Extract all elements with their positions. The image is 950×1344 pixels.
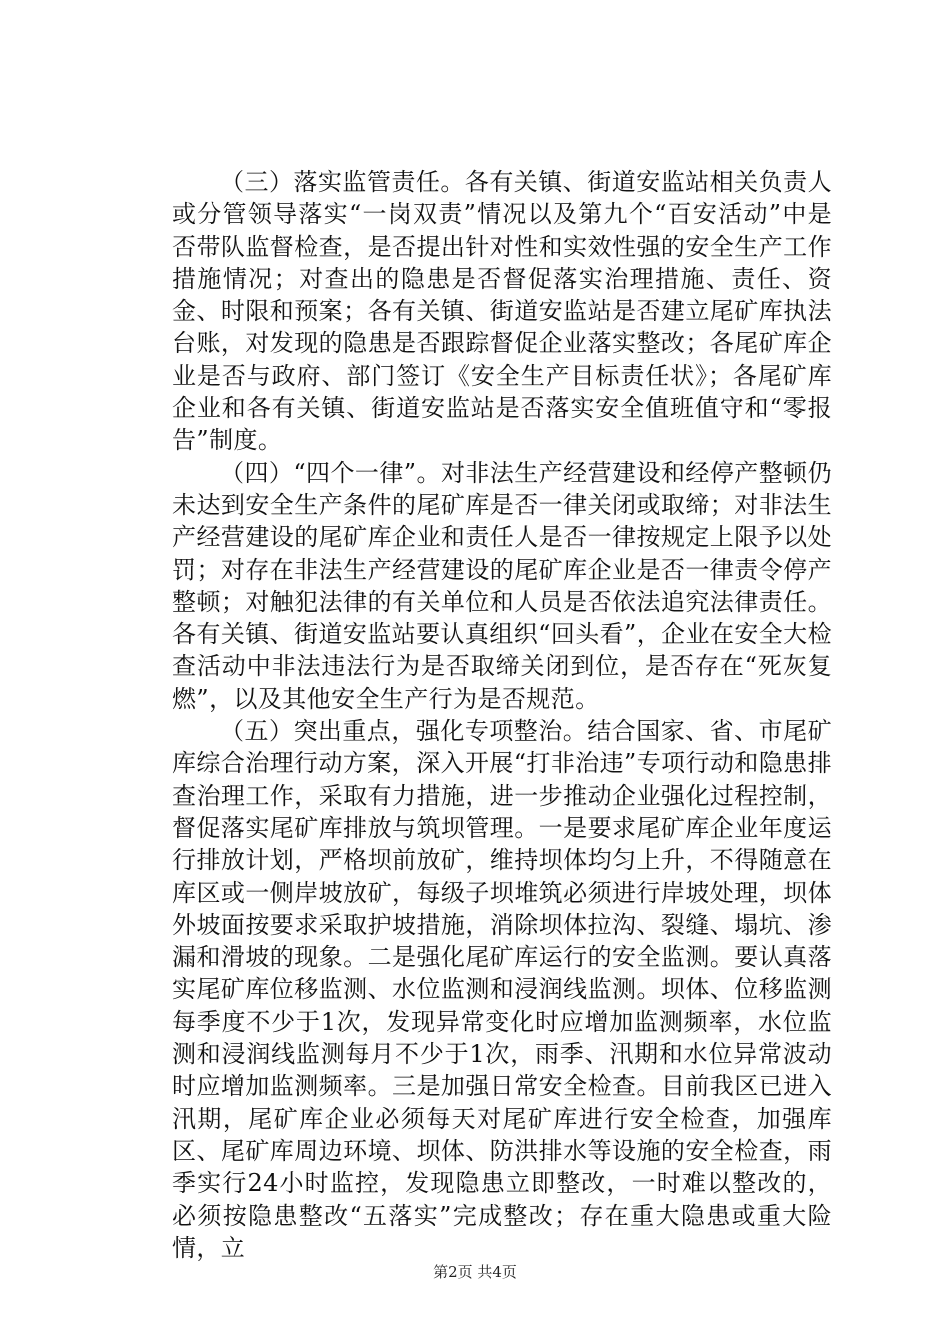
paragraph-section-4: （四）“四个一律”。对非法生产经营建设和经停产整顿仍未达到安全生产条件的尾矿库是否一律关闭或取缔；对非法生产经营建设的尾矿库企业和责任人是否一律按规定上限予以处罚；对存在非法生产经营建设的尾矿库企业是否一律责令停产整顿；对触犯法律的有关单位和人员是否依法追究法律责任。各有关镇、街道安监站要认真组织“回头看”，企业在安全大检查活动中非法违法行为是否取缔关闭到位，是否存在“死灰复燃”，以及其他安全生产行为是否规范。 bbox=[172, 458, 832, 713]
paragraph-section-5: （五）突出重点，强化专项整治。结合国家、省、市尾矿库综合治理行动方案，深入开展“打非治违”专项行动和隐患排查治理工作，采取有力措施，进一步推动企业强化过程控制，督促落实尾矿库排放与筑坝管理。一是要求尾矿库企业年度运行排放计划，严格坝前放矿，维持坝体均匀上升，不得随意在库区或一侧岸坡放矿，每级子坝堆筑必须进行岸坡处理，坝体外坡面按要求采取护坡措施，消除坝体拉沟、裂缝、塌坑、渗漏和滑坡的现象。二是强化尾矿库运行的安全监测。要认真落实尾矿库位移监测、水位监测和浸润线监测。坝体、位移监测每季度不少于1次，发现异常变化时应增加监测频率，水位监测和浸润线监测每月不少于1次，雨季、汛期和水位异常波动时应增加监测频率。三是加强日常安全检查。目前我区已进入汛期，尾矿库企业必须每天对尾矿库进行安全检查，加强库区、尾矿库周边环境、坝体、防洪排水等设施的安全检查，雨季实行24小时监控，发现隐患立即整改，一时难以整改的，必须按隐患整改“五落实”完成整改；存在重大隐患或重大险情，立 bbox=[172, 717, 832, 1262]
paragraph-section-3: （三）落实监管责任。各有关镇、街道安监站相关负责人或分管领导落实“一岗双责”情况以及第九个“百安活动”中是否带队监督检查，是否提出针对性和实效性强的安全生产工作措施情况；对查出的隐患是否督促落实治理措施、责任、资金、时限和预案；各有关镇、街道安监站是否建立尾矿库执法台账，对发现的隐患是否跟踪督促企业落实整改；各尾矿库企业是否与政府、部门签订《安全生产目标责任状》；各尾矿库企业和各有关镇、街道安监站是否落实安全值班值守和“零报告”制度。 bbox=[172, 168, 832, 455]
document-body bbox=[172, 166, 832, 1264]
page-footer: 第2页 共4页 bbox=[433, 1263, 517, 1281]
